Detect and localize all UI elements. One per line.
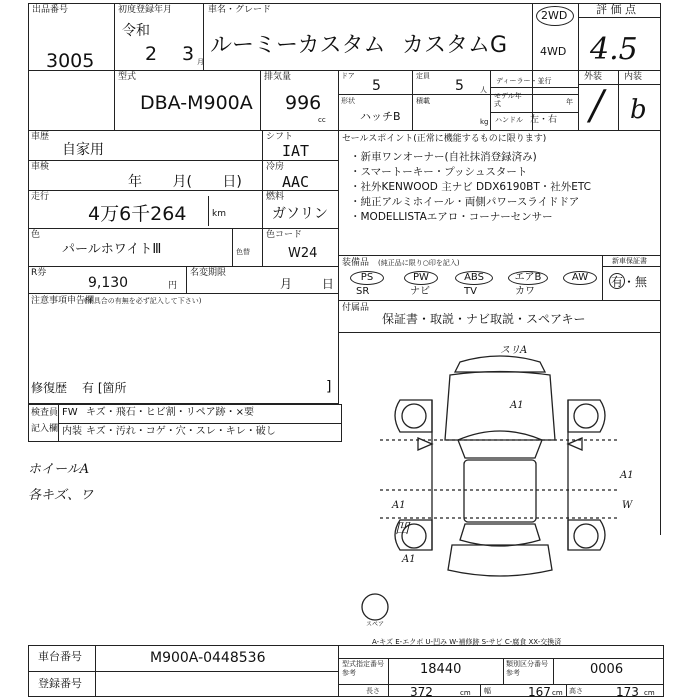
equipment-label: 装備品: [342, 258, 370, 268]
damage-mark: A1: [510, 400, 524, 411]
mileage-label: 走行: [31, 192, 50, 202]
model-label: 型式: [118, 72, 137, 82]
inspector-row2-label: 内装: [62, 426, 82, 437]
ac: AAC: [282, 173, 310, 191]
exterior-grade: /: [590, 83, 604, 129]
doors-label: ドア: [341, 72, 355, 80]
grade: カスタムG: [402, 33, 508, 58]
equip-code-aw: AW: [563, 271, 597, 285]
front-bumper: [455, 356, 545, 372]
new-warranty-value: 有・無: [611, 275, 648, 289]
equipment-label-note: (純正品に限り○印を記入): [378, 259, 460, 267]
ref-label-1: 参考: [342, 669, 356, 677]
rear-window: [460, 524, 540, 546]
rear-right-wheel: [574, 524, 598, 548]
fuel: ガソリン: [272, 206, 328, 222]
damage-legend: A-キズ E-エクボ U-凹み W-補修跡 S-サビ C-腐食 XX-交換済: [372, 638, 562, 646]
notes-label: 注意事項申告欄: [31, 296, 95, 306]
repair-close-bracket: ]: [326, 379, 332, 395]
inspector-row1-label: FW: [62, 407, 78, 418]
color-label: 色: [31, 230, 41, 240]
equip-code-ps: PS: [350, 271, 384, 285]
load-unit: kg: [480, 118, 489, 126]
new-warranty-label: 新車保証書: [612, 257, 647, 265]
handwritten-note-1: ホイールA: [28, 462, 90, 477]
inspector-label-top: 検査員: [31, 408, 59, 418]
dim-unit-height: cm: [644, 689, 655, 697]
type-cert: 18440: [420, 662, 462, 677]
notes-sub: (不具合の有無を必ず記入して下さい): [84, 297, 202, 305]
rear-bumper: [448, 545, 552, 576]
doors: 5: [372, 78, 381, 94]
repair-value: 有 [箇所: [82, 381, 127, 395]
sales-point-item: ・新車ワンオーナー(自社抹消登録済み): [350, 151, 537, 163]
recycle-amount: 9,130: [88, 275, 129, 291]
damage-mark: A1: [392, 500, 406, 511]
car-name: ルーミーカスタム: [210, 33, 386, 58]
capacity-label: 定員: [416, 72, 430, 80]
mileage-unit: km: [212, 209, 226, 219]
front-left-wheel: [402, 404, 426, 428]
inspection-label: 車検: [31, 162, 50, 172]
width: 167: [528, 685, 551, 699]
ref-label-2: 参考: [506, 669, 520, 677]
damage-mark: A1: [620, 470, 634, 481]
displacement-unit: cc: [318, 116, 326, 124]
windshield: [458, 431, 542, 458]
inspection-value: 年 月( 日): [128, 174, 242, 190]
accessories-value: 保証書・取説・ナビ取説・スペアキー: [382, 312, 586, 326]
first-reg-label: 初度登録年月: [118, 5, 173, 15]
color-code-label: 色コード: [266, 230, 303, 240]
displacement-label: 排気量: [264, 72, 292, 82]
inspector-row2: キズ・汚れ・コゲ・穴・スレ・キレ・破し: [86, 426, 276, 437]
score-value: 4.5: [590, 32, 638, 67]
fuel-label: 燃料: [266, 192, 285, 202]
mileage: 4万6千264: [88, 203, 187, 225]
model-year-unit: 年: [566, 98, 573, 106]
shift: IAT: [282, 142, 310, 160]
damage-mark: W: [622, 500, 633, 511]
class-label: 類別区分番号: [506, 660, 548, 668]
width-label: 幅: [484, 687, 491, 695]
height-label: 高さ: [569, 687, 583, 695]
inspector-label-bottom: 記入欄: [31, 424, 59, 434]
accessories-label: 付属品: [342, 303, 370, 313]
lot-no-label: 出品番号: [32, 5, 69, 15]
model-year-label: モデル年式: [494, 92, 522, 108]
score-label: 評 価 点: [596, 3, 636, 16]
damage-mark: A1: [402, 554, 416, 565]
equip-name-navi: ナビ: [410, 286, 430, 297]
equip-name-leather: カワ: [515, 286, 535, 297]
front-right-wheel: [574, 404, 598, 428]
class-no: 0006: [590, 662, 624, 677]
dim-unit-length: cm: [460, 689, 471, 697]
inspector-row1: キズ・飛石・ヒビ割・リペア跡・×要: [86, 407, 254, 418]
damage-mark: 凹: [395, 521, 409, 537]
height: 173: [616, 685, 639, 699]
recycle-label: R券: [31, 268, 47, 278]
capacity: 5: [455, 78, 464, 94]
ac-label: 冷房: [266, 162, 285, 172]
usage-label: 車歴: [31, 132, 50, 142]
length: 372: [410, 685, 433, 699]
name-grade-label: 車名・グレード: [208, 5, 272, 15]
body-label: 形状: [341, 97, 355, 105]
reg-year: 2: [145, 43, 158, 65]
usage: 自家用: [62, 142, 104, 158]
equip-code-pw: PW: [404, 271, 438, 285]
spare-label: スペア: [366, 621, 385, 628]
sales-point-item: ・MODELLISTAエアロ・コーナーセンサー: [350, 211, 553, 223]
capacity-unit: 人: [480, 86, 487, 94]
exterior-label: 外装: [584, 72, 603, 82]
era: 令和: [122, 23, 150, 39]
color-change-label: 色替: [236, 248, 250, 256]
dim-unit-width: cm: [552, 689, 563, 697]
equip-code-airbag: エアB: [508, 271, 548, 285]
reg-label: 登録番号: [38, 677, 82, 690]
equip-name-tv: TV: [464, 286, 477, 297]
handle-value: 左・右: [530, 115, 558, 125]
sales-point-item: ・社外KENWOOD 主ナビ DDX6190BT・社外ETC: [350, 181, 592, 193]
sales-point-item: ・純正アルミホイール・両側パワースライドドア: [350, 196, 580, 208]
lot-no: 3005: [46, 50, 95, 72]
month-unit: 月: [197, 58, 204, 66]
color: パールホワイトⅢ: [62, 242, 162, 257]
chassis: M900A-0448536: [150, 650, 266, 666]
reg-month: 3: [182, 43, 195, 65]
body-type: ハッチB: [360, 110, 401, 123]
model: DBA-M900A: [140, 92, 253, 114]
chassis-label: 車台番号: [38, 650, 82, 663]
spare-tire: [362, 594, 388, 620]
dealer-label: ディーラー・並行: [496, 77, 552, 85]
hood-outline: [445, 372, 555, 441]
handle-label: ハンドル: [495, 116, 523, 124]
sales-point-item: ・スマートーキー・プッシュスタート: [350, 166, 528, 178]
color-code: W24: [288, 246, 318, 261]
drive-4wd: 4WD: [540, 45, 567, 58]
damage-mark: スリA: [500, 345, 528, 356]
roof: [464, 460, 536, 522]
sales-points-list: [350, 150, 591, 225]
name-change-unit: 月 日: [280, 277, 334, 291]
equip-code-abs: ABS: [455, 271, 493, 285]
type-cert-label: 型式指定番号: [342, 660, 384, 668]
length-label: 長さ: [366, 687, 380, 695]
load-label: 積載: [416, 97, 430, 105]
displacement: 996: [285, 92, 322, 114]
equip-name-sr: SR: [356, 286, 370, 297]
drive-2wd: 2WD: [541, 9, 568, 22]
interior-label: 内装: [624, 72, 643, 82]
name-change-label: 名変期限: [190, 268, 227, 278]
handwritten-note-2: 各キズ、ワ: [28, 488, 94, 503]
recycle-unit: 円: [168, 281, 178, 291]
sales-points-label: セールスポイント(正常に機能するものに限ります): [342, 134, 547, 144]
shift-label: シフト: [266, 132, 294, 142]
car-damage-diagram: [340, 340, 660, 640]
interior-grade: b: [630, 95, 647, 125]
repair-label: 修復歴: [31, 381, 68, 395]
